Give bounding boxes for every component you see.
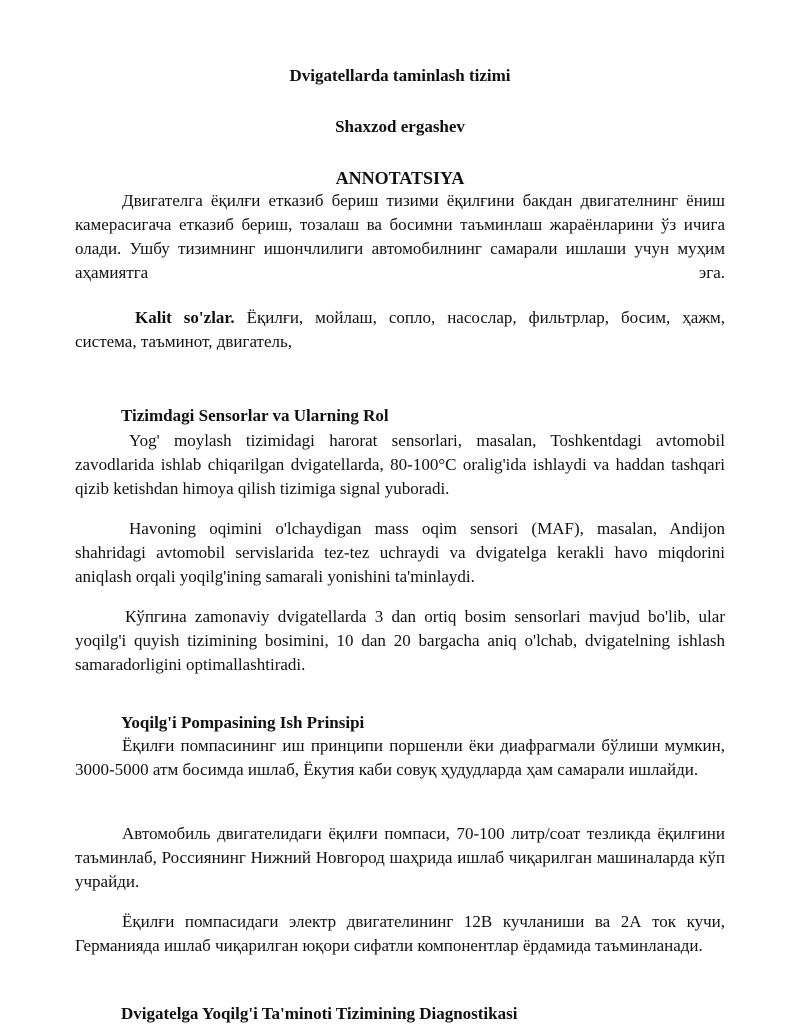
paragraph-sensors-1: Yog' moylash tizimidagi harorat sensorlari, masalan, Toshkentdagi avtomobil zavodlarida ishlab chiqarilgan dvigatellarda, 80-100°C oralig'ida ishlaydi va haddan tashqari qizib ketishdan himoya qilish tizimiga signal yuboradi. — [75, 431, 725, 498]
keywords-label: Kalit so'zlar. — [135, 308, 235, 327]
document-author: Shaxzod ergashev — [335, 117, 465, 136]
paragraph-sensors-2: Havoning oqimini o'lchaydigan mass oqim sensori (MAF), masalan, Andijon shahridagi avtomobil servislarida tez-tez uchraydi va dvigatelga kerakli havo miqdorini aniqlash orqali yoqilg'ining samarali yonishini ta'minlaydi. — [75, 519, 725, 586]
keywords-paragraph — [75, 306, 725, 354]
paragraph-pump-3: Ёқилғи помпасидаги электр двигателининг 12В кучланиши ва 2А ток кучи, Германияда ишлаб чиқарилган юқори сифатли компонентлар ёрдамида таъминланади. — [75, 912, 725, 955]
paragraph-sensors-3: Кўпгина zamonaviy dvigatellarda 3 dan ortiq bosim sensorlari mavjud bo'lib, ular yoqilg'i quyish tizimining bosimini, 10 dan 20 bargacha aniq o'lchab, dvigatelning ishlash samaradorligini optimallashtiradi. — [75, 607, 725, 674]
paragraph-pump-1: Ёқилғи помпасининг иш принципи поршенли ёки диафрагмали бўлиши мумкин, 3000-5000 атм босимда ишлаб, Ёкутия каби совуқ ҳудудларда ҳам самарали ишлайди. — [75, 736, 725, 779]
section-heading-diagnostics: Dvigatelga Yoqilg'i Ta'minoti Tizimining Diagnostikasi — [121, 1004, 518, 1023]
annotation-paragraph: Двигателга ёқилғи етказиб бериш тизими ёқилғини бакдан двигателнинг ёниш камерасигача етказиб бериш, тозалаш ва босимни таъминлаш жараёнларини ўз ичига олади. Ушбу тизимнинг ишончлилиги автомобилнинг самарали ишлаши учун муҳим аҳамиятга эга. — [75, 191, 725, 282]
document-title: Dvigatellarda taminlash tizimi — [289, 66, 511, 85]
section-heading-pump: Yoqilg'i Pompasining Ish Prinsipi — [121, 713, 365, 732]
annotation-heading: ANNOTATSIYA — [335, 168, 465, 188]
keywords-text: Ёқилғи, мойлаш, сопло, насослар, фильтрлар, босим, ҳажм, система, таъминот, двигатель, — [75, 308, 725, 351]
paragraph-pump-2: Автомобиль двигателидаги ёқилғи помпаси, 70-100 литр/соат тезликда ёқилғини таъминлаб, Россиянинг Нижний Новгород шаҳрида ишлаб чиқарилган машиналарда кўп учрайди. — [75, 824, 725, 891]
section-heading-sensors: Tizimdagi Sensorlar va Ularning Rol — [121, 406, 389, 425]
